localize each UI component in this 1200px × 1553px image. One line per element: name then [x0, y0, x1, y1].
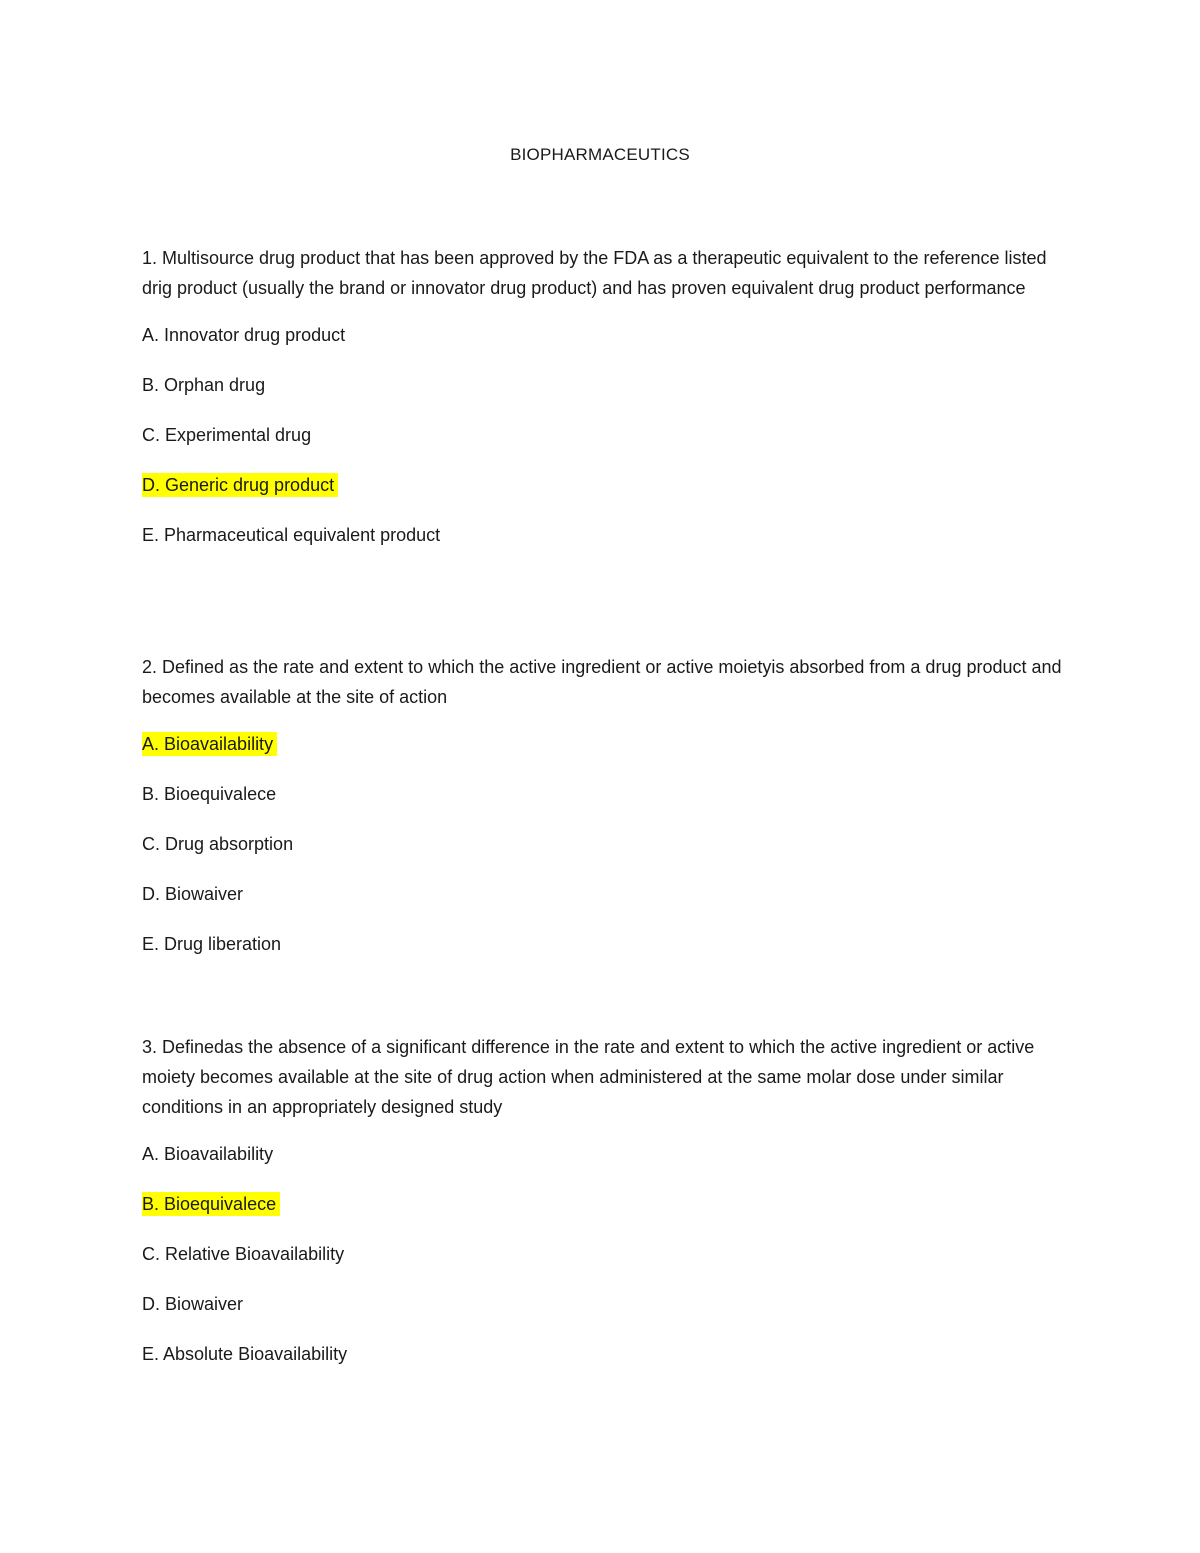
option-label: C. Experimental drug: [142, 425, 312, 445]
document-title: BIOPHARMACEUTICS: [510, 145, 690, 164]
option-label: E. Pharmaceutical equivalent product: [142, 525, 441, 545]
option-label: B. Bioequivalece: [142, 1192, 280, 1216]
answer-option-c: [142, 832, 1062, 856]
option-label: E. Drug liberation: [142, 934, 282, 954]
answer-option-c: [142, 423, 1062, 447]
option-label: D. Biowaiver: [142, 1294, 244, 1314]
option-label: D. Biowaiver: [142, 884, 244, 904]
question-text: 1. Multisource drug product that has been approved by the FDA as a therapeutic equivalent to the reference listed drig product (usually the brand or innovator drug product) and has proven equivalent drug product performance: [142, 248, 1047, 298]
answer-option-e: [142, 1342, 1062, 1366]
option-label: B. Orphan drug: [142, 375, 266, 395]
answer-option-c: [142, 1242, 1062, 1266]
question-1: [142, 243, 1062, 573]
option-label: E. Absolute Bioavailability: [142, 1344, 348, 1364]
option-label: B. Bioequivalece: [142, 784, 277, 804]
option-label: A. Bioavailability: [142, 732, 277, 756]
answer-option-b: [142, 1192, 1062, 1216]
answer-option-b: [142, 782, 1062, 806]
answer-option-b: [142, 373, 1062, 397]
answer-option-a: [142, 323, 1062, 347]
answer-option-d: [142, 473, 1062, 497]
option-label: D. Generic drug product: [142, 473, 338, 497]
question-text: 3. Definedas the absence of a significant difference in the rate and extent to which the active ingredient or active moiety becomes available at the site of drug action when administered at the same molar dose under similar conditions in an appropriately designed study: [142, 1037, 1035, 1117]
question-2: [142, 652, 1062, 982]
answer-option-e: [142, 523, 1062, 547]
option-label: C. Drug absorption: [142, 834, 294, 854]
option-label: C. Relative Bioavailability: [142, 1244, 345, 1264]
question-3: [142, 1032, 1062, 1392]
option-label: A. Bioavailability: [142, 1144, 274, 1164]
option-label: A. Innovator drug product: [142, 325, 346, 345]
answer-option-d: [142, 1292, 1062, 1316]
question-text: 2. Defined as the rate and extent to which the active ingredient or active moietyis absorbed from a drug product and becomes available at the site of action: [142, 657, 1062, 707]
answer-option-e: [142, 932, 1062, 956]
answer-option-a: [142, 1142, 1062, 1166]
answer-option-d: [142, 882, 1062, 906]
answer-option-a: [142, 732, 1062, 756]
